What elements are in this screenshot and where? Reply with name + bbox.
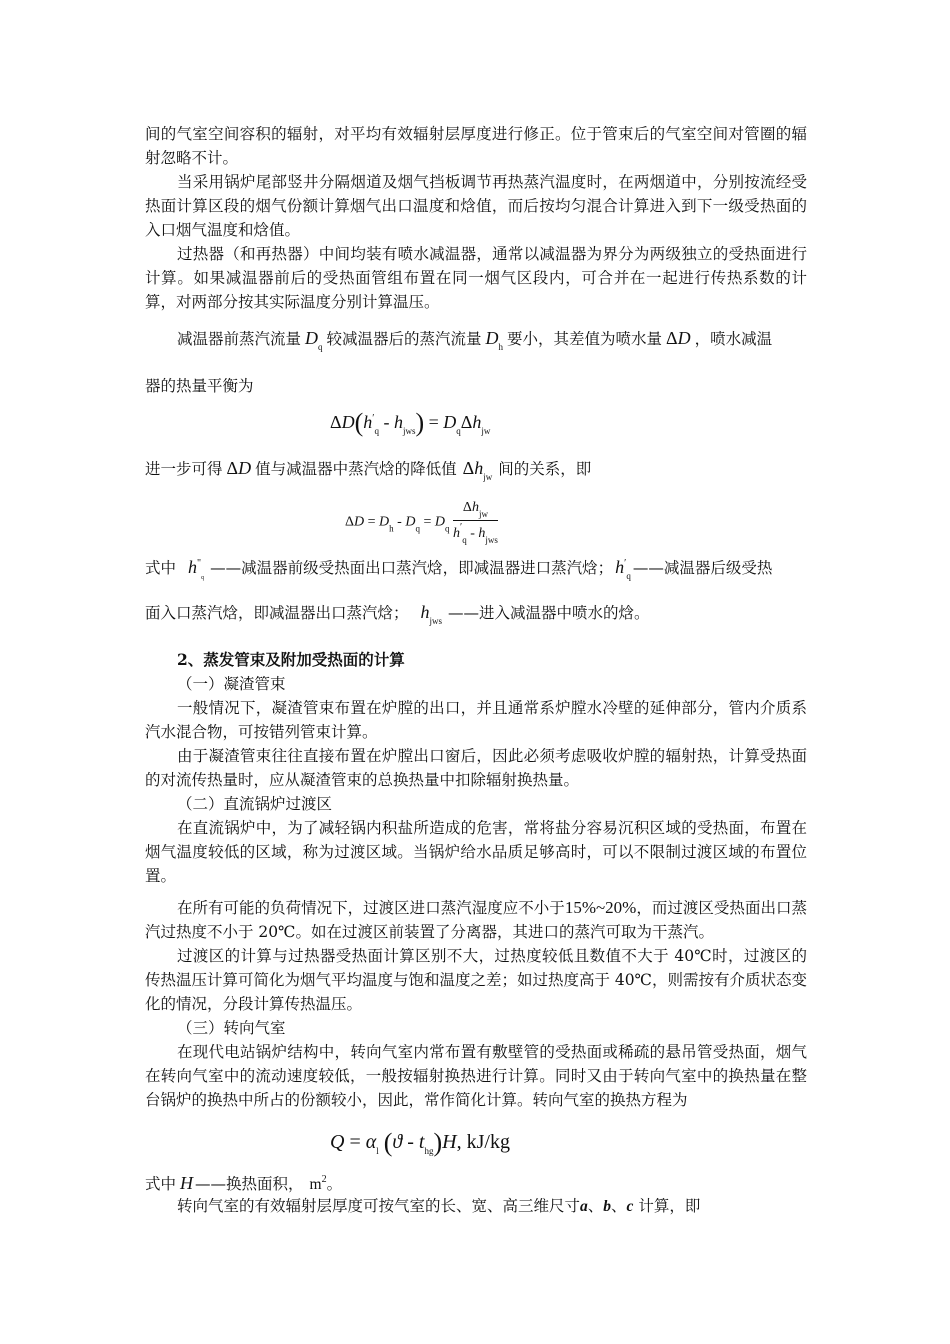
formula-h-prime-q: $h'_q$ [615,557,631,581]
formula-delta-hjw: $\Delta h_{jw}$ [462,458,493,482]
paragraph-10: 在所有可能的负荷情况下，过渡区进口蒸汽湿度应不小于15%~20%，而过渡区受热面出口蒸汽过热度不小于 20℃。如在过渡区前装置了分离器，其进口的蒸汽可取为干蒸汽。 [145,898,807,941]
paragraph-8: 由于凝渣管束往往直接布置在炉膛出口窗后，因此必须考虑吸收炉膛的辐射热，计算受热面的对流传热量时，应从凝渣管束的总换热量中扣除辐射换热量。 [145,747,807,789]
paragraph-6-line-2: 面入口蒸汽焓，即减温器出口蒸汽焓； $h_{jws}$ ——进入减温器中喷水的焓。 [145,602,650,626]
subheading-2: （二）直流锅炉过渡区 [177,795,333,813]
formula-hjws: $h_{jws}$ [420,602,443,626]
subheading-3: （三）转向气室 [177,1019,286,1037]
paragraph-14: 转向气室的有效辐射层厚度可按气室的长、宽、高三维尺寸a、b、c 计算，即 [177,1197,701,1215]
section-heading: 2、蒸发管束及附加受热面的计算 [177,650,405,669]
paragraph-11: 过渡区的计算与过热器受热面计算区别不大，过热度较低且数值不大于 40℃时，过渡区的传热温压计算可简化为烟气平均温度与饱和温度之差；如过热度高于 40℃，则需按有介质状态变化的情况，分段计算传热温压。 [145,947,807,1013]
paragraph-12: 在现代电站锅炉结构中，转向气室内常布置有敷壁管的受热面或稀疏的悬吊管受热面，烟气在转向气室中的流动速度较低，一般按辐射换热进行计算。同时又由于转向气室中的换热量在整台锅炉的换热中所占的份额较小，因此，常作简化计算。转向气室的换热方程为 [145,1043,807,1109]
subheading-1: （一）凝渣管束 [177,675,286,693]
fraction: $\frac{\Delta h_{jw}}{h'_q - h_{jws}}$ [453,500,498,545]
paragraph-5: 进一步可得 ΔD 值与减温器中蒸汽焓的降低值 $\Delta h_{jw}$ 间的关系，即 [145,458,592,482]
paragraph-1: 间的气室空间容积的辐射，对平均有效辐射层厚度进行修正。位于管束后的气室空间对管圈的辐射忽略不计。 [145,125,807,167]
paragraph-2: 当采用锅炉尾部竖井分隔烟道及烟气挡板调节再热蒸汽温度时，在两烟道中，分别按流经受热面计算区段的烟气份额计算烟气出口温度和焓值，而后按均匀混合计算进入到下一级受热面的入口烟气温度和焓值。 [145,173,807,239]
formula-Dh: $D_h$ [485,328,504,352]
paragraph-9: 在直流锅炉中，为了减轻锅内积盐所造成的危害，常将盐分容易沉积区域的受热面，布置在烟气温度较低的区域，称为过渡区域。当锅炉给水品质足够高时，可以不限制过渡区域的布置位置。 [145,819,807,885]
equation-turning-chamber: $Q = \alpha_l$ $(ϑ - t_{hg})H$, kJ/kg [330,1128,510,1157]
formula-H: H [180,1173,194,1193]
formula-h-double-prime: $h^"_q$ [188,557,205,581]
equation-spray-flow: $\Delta D = D_h - D_q = D_q$ $\frac{\Delta h_{jw}}{h'_q - h_{jws}}$ [345,500,498,545]
paragraph-3: 过热器（和再热器）中间均装有喷水减温器，通常以减温器为界分为两级独立的受热面进行计算。如果减温器前后的受热面管组布置在同一烟气区段内，可合并在一起进行传热系数的计算，对两部分按其实际温度分别计算温压。 [145,245,807,311]
formula-deltaD-2: ΔD [226,458,252,478]
paragraph-4-line-2: 器的热量平衡为 [145,377,254,395]
paragraph-7: 一般情况下，凝渣管束布置在炉膛的出口，并且通常系炉膛水冷壁的延伸部分，管内介质系汽水混合物，可按错列管束计算。 [145,699,807,741]
formula-Dq: $D_q$ [305,328,323,352]
paragraph-6-line-1: 式中 $h^"_q——$减温器前级受热面出口蒸汽焓，即减温器进口蒸汽焓； $h'_q$ ——减温器后级受热 [145,557,773,581]
paragraph-13: 式中 H ——换热面积， $m^2$。 [145,1173,343,1193]
formula-deltaD: ΔD [666,328,691,348]
unit-m2: $m^2$ [309,1174,327,1193]
equation-heat-balance: $\Delta D(h'_q - h_{jws}) = D_q\Delta h_{jw}$ [330,408,491,437]
paragraph-4-line-1: 减温器前蒸汽流量 $D_q$ 较减温器后的蒸汽流量 $D_h$ 要小，其差值为喷水量 ΔD ，喷水减温 [177,328,773,352]
